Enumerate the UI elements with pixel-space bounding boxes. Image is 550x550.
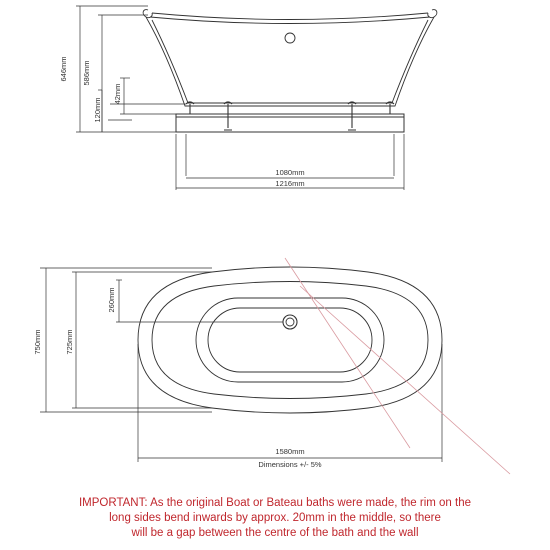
important-note (0, 496, 550, 541)
bath-rim-left (143, 10, 152, 18)
side-elevation (76, 6, 437, 190)
outer-width-label: 1216mm (275, 179, 305, 188)
note-line-2: long sides bend inwards by approx. 20mm in the middle, so there (109, 512, 441, 524)
length-label: 1580mm (275, 447, 305, 456)
plan-waste-outlet (283, 315, 297, 329)
bath-plan-basin (196, 298, 384, 382)
plinth-height-label: 120mm (93, 97, 102, 123)
overall-width-label: 750mm (33, 329, 42, 355)
plan-dimension-lines (40, 268, 442, 462)
plan-view (40, 267, 442, 462)
note-line-3: will be a gap between the centre of the bath and the wall (131, 527, 419, 539)
inner-plan-width-label: 725mm (65, 329, 74, 355)
bath-body-outline (146, 17, 434, 106)
total-height-label: 646mm (59, 56, 68, 82)
waste-offset-label: 260mm (107, 287, 116, 313)
inner-width-label: 1080mm (275, 168, 305, 177)
tolerance-label: Dimensions +/- 5% (258, 460, 322, 469)
bath-rim-right (428, 10, 437, 18)
foot-gap-label: 42mm (113, 83, 122, 105)
note-line-1: IMPORTANT: As the original Boat or Bateau baths were made, the rim on the (78, 497, 472, 509)
bath-top-edge (152, 13, 428, 20)
bath-plan-outer (138, 267, 442, 413)
body-height-label: 586mm (82, 60, 91, 86)
waste-outlet (285, 33, 295, 43)
annotation-lines (285, 258, 510, 474)
bath-plan-inner (152, 282, 428, 399)
